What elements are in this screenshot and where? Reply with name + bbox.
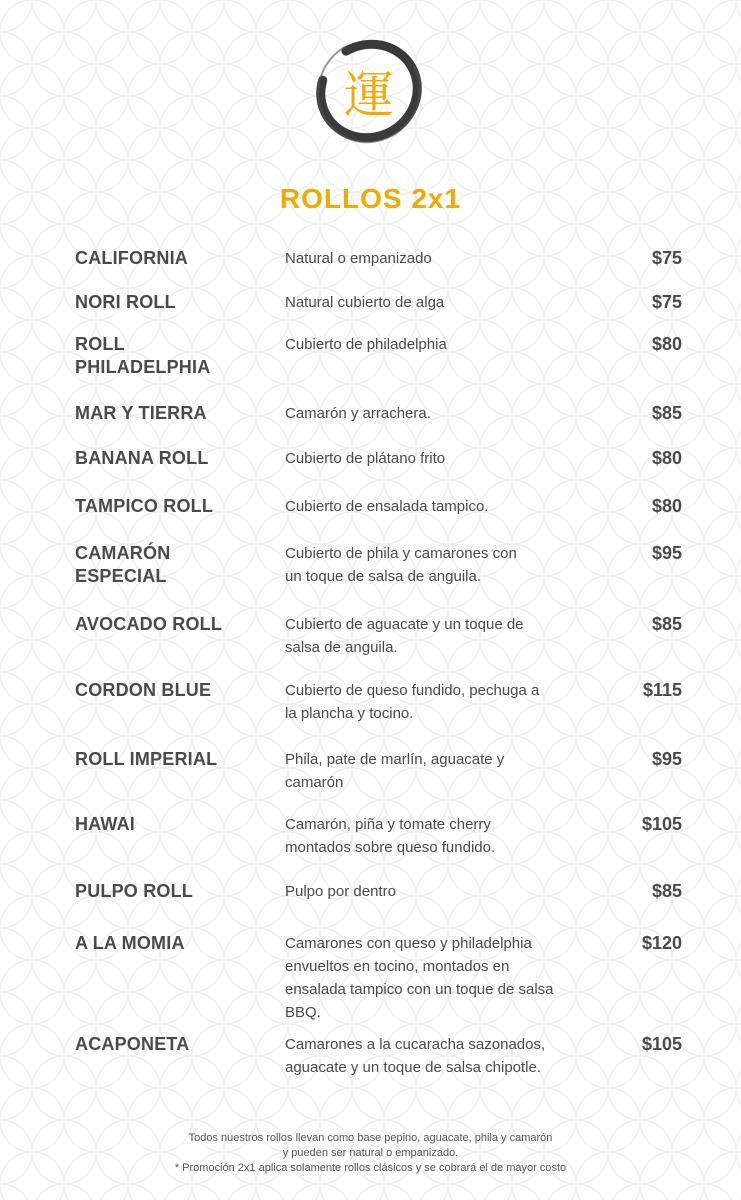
- item-description: Cubierto de aguacate y un toque de salsa de anguila.: [285, 616, 524, 656]
- item-description: Camarones a la cucaracha sazonados, aguacate y un toque de salsa chipotle.: [285, 1036, 546, 1076]
- item-name: BANANA ROLL: [75, 448, 209, 468]
- item-name: TAMPICO ROLL: [75, 496, 214, 516]
- item-description: Camarón, piña y tomate cherry montados sobre queso fundido.: [285, 816, 496, 856]
- item-price: $95: [651, 543, 682, 563]
- item-description: Phila, pate de marlín, aguacate y camarón: [285, 751, 505, 791]
- page-title: ROLLOS 2x1: [279, 183, 462, 214]
- item-price: $80: [651, 334, 682, 354]
- footer-line: * Promoción 2x1 aplica solamente rollos clásicos y se cobrará el de mayor costo: [174, 1162, 567, 1174]
- item-name: NORI ROLL: [75, 292, 176, 312]
- item-name: A LA MOMIA: [75, 933, 185, 953]
- item-description: Camarón y arrachera.: [285, 405, 431, 422]
- item-price: $85: [651, 881, 682, 901]
- item-price: $120: [641, 933, 682, 953]
- item-description: Cubierto de philadelphia: [285, 336, 447, 353]
- item-price: $105: [641, 814, 682, 834]
- item-name: ACAPONETA: [75, 1034, 190, 1054]
- footer-line: y pueden ser natural o empanizado.: [282, 1147, 459, 1159]
- item-price: $115: [642, 680, 682, 700]
- item-name: HAWAI: [75, 814, 136, 834]
- item-price: $85: [651, 403, 682, 423]
- item-name: AVOCADO ROLL: [75, 614, 223, 634]
- item-description: Cubierto de ensalada tampico.: [285, 498, 489, 515]
- item-price: $85: [651, 614, 682, 634]
- footer-notes: [0, 1131, 741, 1176]
- item-name: PULPO ROLL: [75, 881, 193, 901]
- item-price: $75: [651, 292, 682, 312]
- item-description: Natural o empanizado: [285, 250, 432, 267]
- item-price: $105: [641, 1034, 682, 1054]
- item-price: $75: [651, 248, 682, 268]
- item-name: ROLL PHILADELPHIA: [75, 334, 211, 377]
- item-name: CAMARÓN ESPECIAL: [75, 543, 171, 586]
- item-name: ROLL IMPERIAL: [75, 749, 218, 769]
- item-description: Cubierto de plátano frito: [285, 450, 446, 467]
- item-price: $80: [651, 448, 682, 468]
- logo: [314, 33, 424, 149]
- item-name: CORDON BLUE: [75, 680, 212, 700]
- item-price: $80: [651, 496, 682, 516]
- item-description: Camarones con queso y philadelphia envueltos en tocino, montados en ensalada tampico con un toque de salsa BBQ.: [285, 935, 554, 1021]
- item-description: Cubierto de phila y camarones con un toque de salsa de anguila.: [285, 545, 517, 585]
- footer-line: Todos nuestros rollos llevan como base pepino, aguacate, phila y camarón: [188, 1132, 553, 1144]
- logo-glyph: 運: [344, 66, 394, 124]
- item-description: Pulpo por dentro: [285, 883, 396, 900]
- item-description: Cubierto de queso fundido, pechuga a la plancha y tocino.: [285, 682, 540, 722]
- item-price: $95: [651, 749, 682, 769]
- item-description: Natural cubierto de alga: [285, 294, 445, 311]
- item-name: MAR Y TIERRA: [75, 403, 207, 423]
- item-name: CALIFORNIA: [75, 248, 188, 268]
